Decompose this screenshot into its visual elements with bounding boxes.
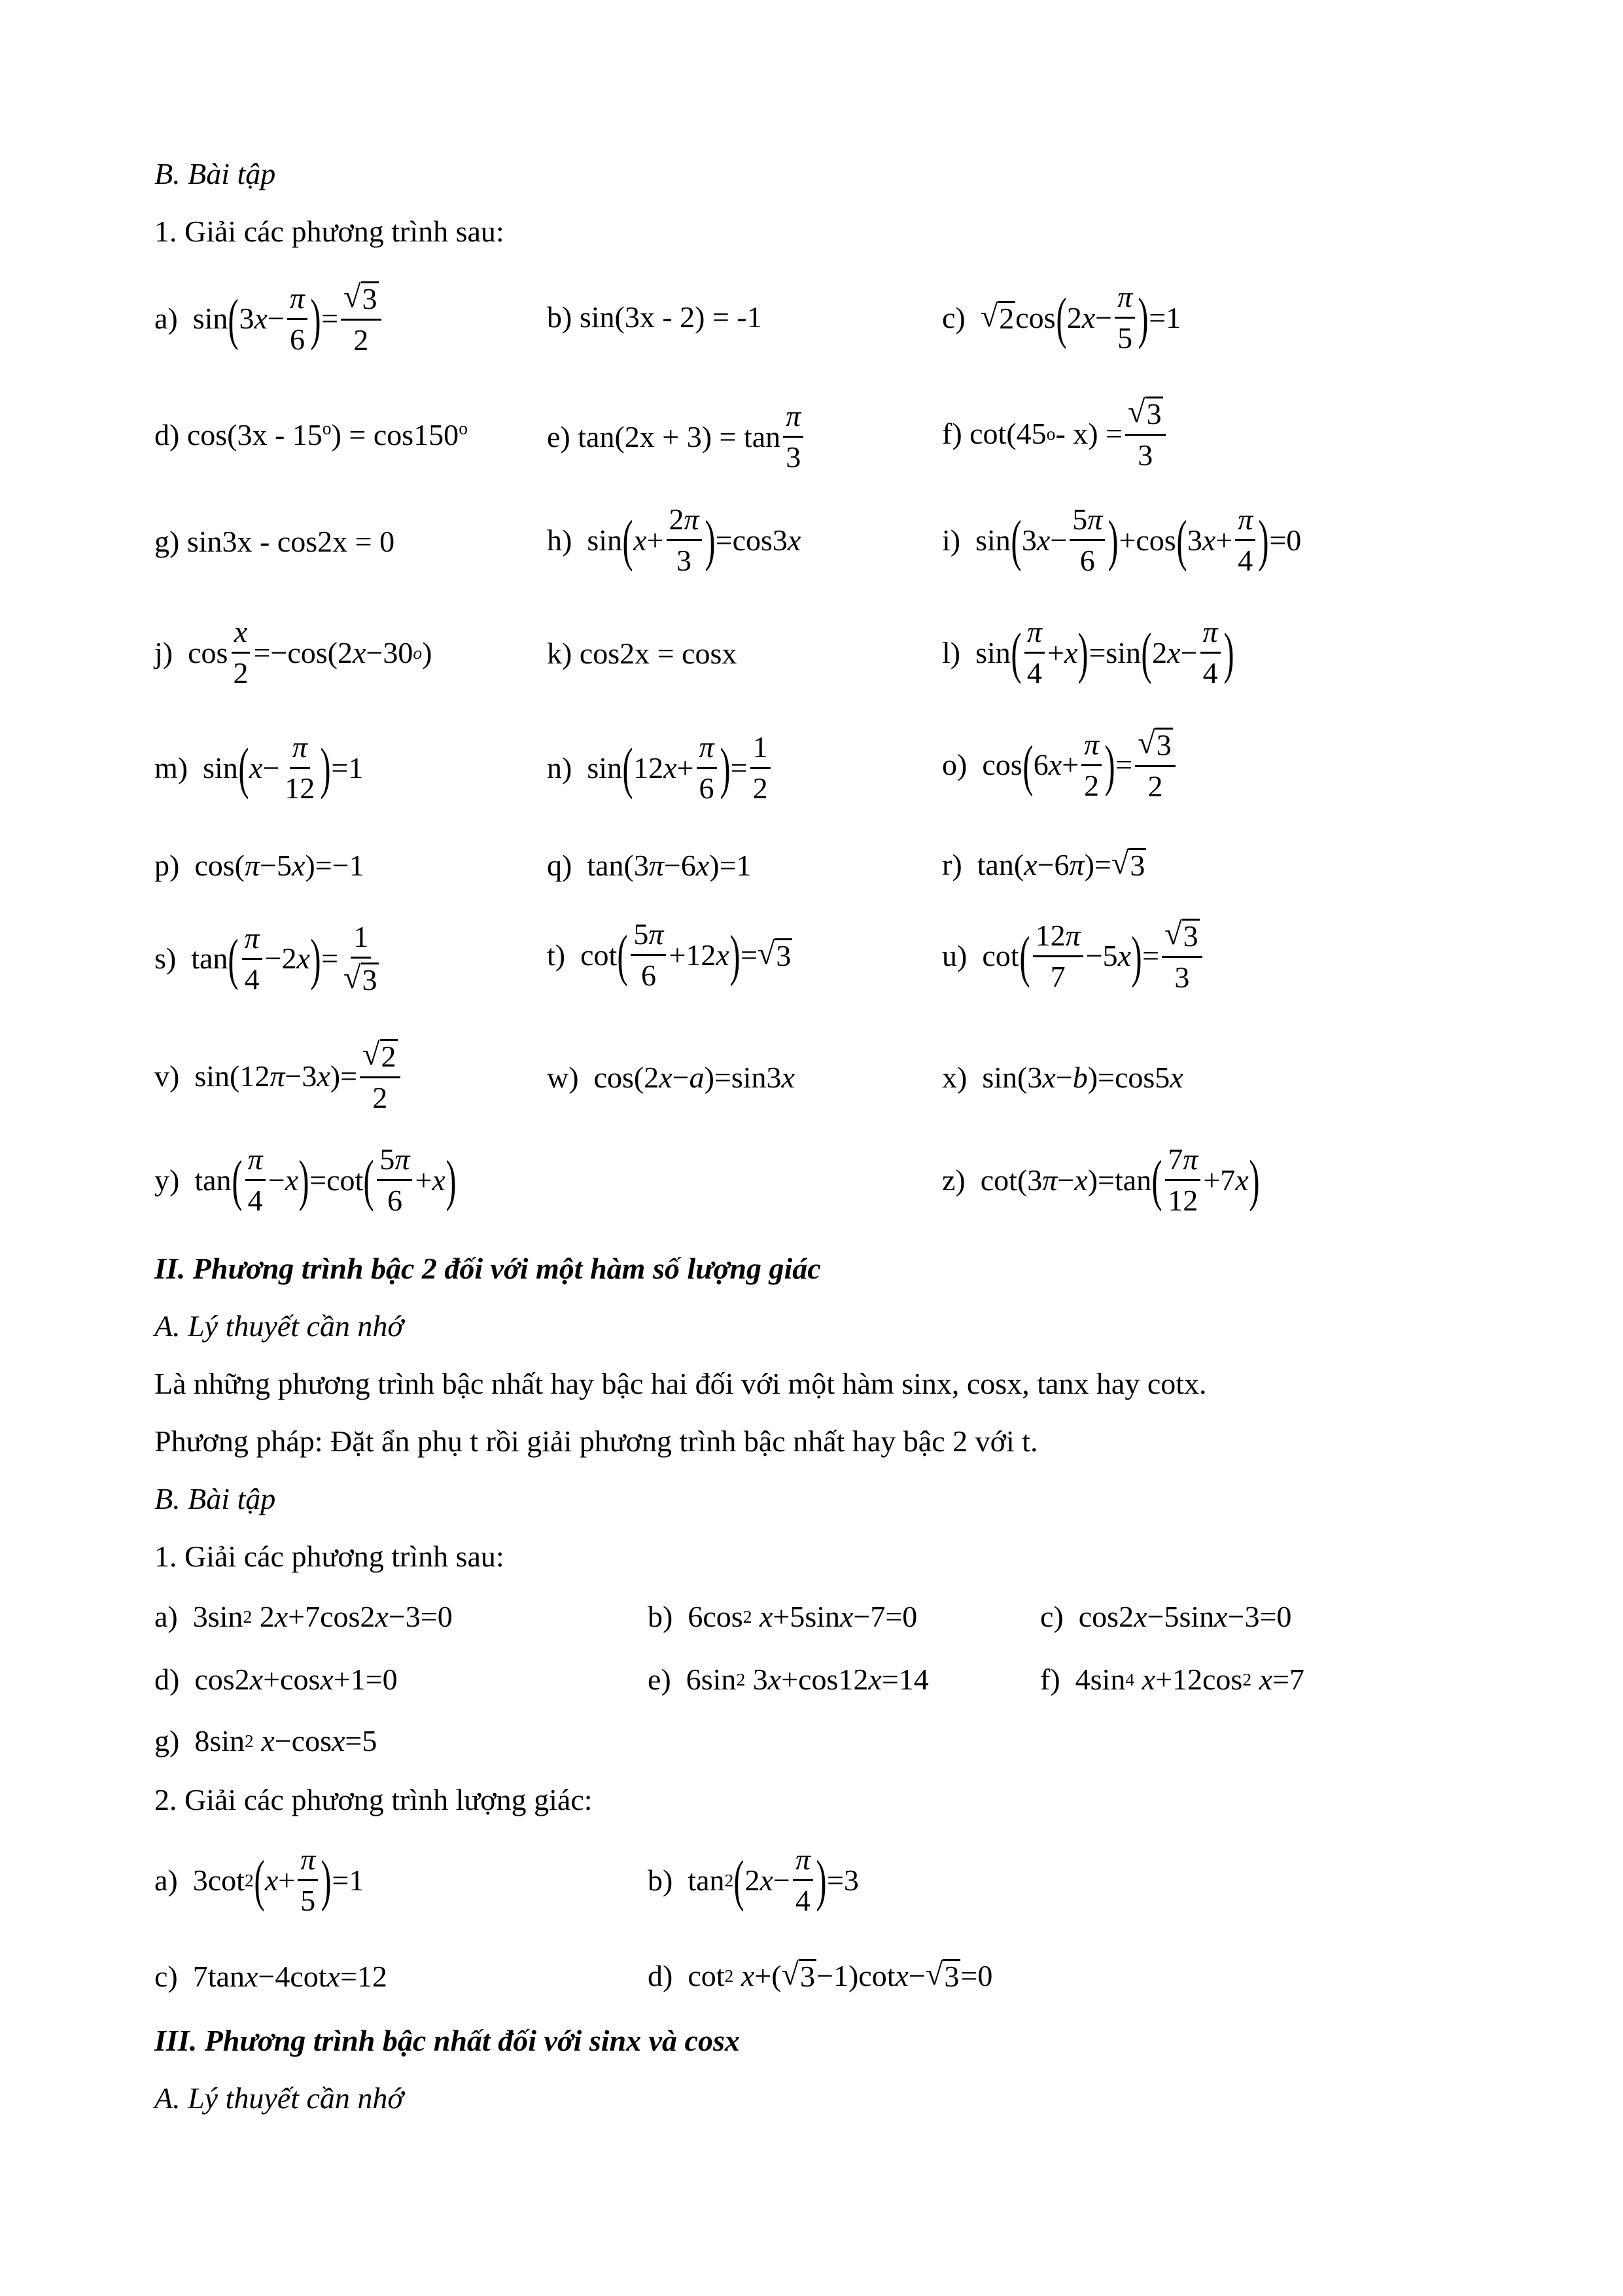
section-3-title: III. Phương trình bậc nhất đối với sinx và cosx: [154, 2024, 740, 2057]
exercise-z: z) cot(3 π − x )=tan ( $\frac{7\pi}{12}$ +7 x ): [942, 1142, 1260, 1218]
section-2-title: II. Phương trình bậc 2 đối với một hàm số lượng giác: [154, 1252, 821, 1285]
heading-b-1: B. Bài tập: [154, 157, 276, 190]
exercise-f: f) cot(45 o - x) = √ 3 3: [942, 397, 1168, 472]
task-1-title: 1. Giải các phương trình sau:: [154, 215, 504, 248]
exercise-2-2a: a) 3cot 2 ( x + $\frac{\pi}{5}$ ) =1: [154, 1843, 364, 1918]
exercise-2g: g) 8sin 2 x −cos x =5: [154, 1724, 377, 1757]
task-2-1-title: 1. Giải các phương trình sau:: [154, 1540, 504, 1573]
exercise-q: q) tan(3 π −6 x )=1: [547, 849, 752, 882]
exercise-h: h) sin ( x + $\frac{2\pi}{3}$ ) =cos3 x: [547, 503, 801, 578]
exercise-e: e) tan(2x + 3) = tan $\frac{\pi}{3}$: [547, 400, 806, 474]
exercise-m: m) sin ( x − $\frac{\pi}{12}$ ) =1: [154, 730, 364, 805]
exercise-2a: a) 3sin 2 2 x +7cos2 x −3=0: [154, 1600, 453, 1633]
exercise-2b: b) 6cos 2 x +5sin x −7=0: [648, 1600, 918, 1633]
section-3-theory: A. Lý thuyết cần nhớ: [154, 2081, 404, 2115]
exercise-d: d) $\cos(3x - 15^o) = \cos 150^o$: [154, 417, 468, 451]
exercise-l: l) sin ( $\frac{\pi}{4}$ + x ) =sin ( 2 x − $\frac{\pi}{4}$ ): [942, 615, 1234, 690]
exercise-2-2d: d) cot 2 x +( √ 3 −1)cot x − √ 3 =0: [648, 1957, 993, 1993]
exercise-b: b) sin(3x - 2) = -1: [547, 300, 762, 334]
exercise-x: x) sin(3 x − b )=cos5 x: [942, 1061, 1183, 1094]
section-2-theory: A. Lý thuyết cần nhớ: [154, 1309, 404, 1343]
section-2-paragraph-2: Phương pháp: Đặt ẩn phụ t rồi giải phương trình bậc nhất hay bậc 2 với t.: [154, 1424, 1038, 1458]
exercise-r: r) tan( x −6 π )= √ 3: [942, 846, 1145, 882]
exercise-a: a) sin ( 3 x − $\frac{\pi}{6}$ ) = √ 3 2: [154, 281, 384, 357]
exercise-y: y) tan ( $\frac{\pi}{4}$ − x ) =cot ( $\frac{5\pi}{6}$ + x ): [154, 1142, 457, 1218]
exercise-g: g) sin3x - cos2x = 0: [154, 525, 395, 558]
exercise-t: t) cot ( $\frac{5\pi}{6}$ +12 x ) = √ 3: [547, 917, 792, 993]
exercise-2c: c) cos2 x −5sin x −3=0: [1040, 1600, 1292, 1633]
exercise-k: k) cos2x = cosx: [547, 637, 737, 670]
exercise-j: j) cos $\frac{x}{2}$ =−cos(2 x −30 o ): [154, 615, 432, 690]
exercise-o: o) cos ( 6 x + $\frac{\pi}{2}$ ) = √ 3 2: [942, 728, 1178, 803]
exercise-c: c) √ 2 cos ( 2 x − $\frac{\pi}{5}$ ) =1: [942, 280, 1181, 355]
exercise-v: v) sin(12 π −3 x )= √ 2 2: [154, 1039, 403, 1114]
exercise-u: u) cot ( $\frac{12\pi}{7}$ −5 x ) = √ 3 3: [942, 919, 1205, 994]
exercise-w: w) cos(2 x − a )=sin3 x: [547, 1061, 795, 1094]
exercise-p: p) cos( π −5 x )=−1: [154, 849, 364, 882]
heading-b-2: B. Bài tập: [154, 1482, 276, 1515]
exercise-2-2b: b) tan 2 ( 2 x − $\frac{\pi}{4}$ ) =3: [648, 1843, 859, 1918]
exercise-2d: d) cos2 x +cos x +1=0: [154, 1663, 398, 1696]
section-2-paragraph-1: Là những phương trình bậc nhất hay bậc hai đối với một hàm sinx, cosx, tanx hay cotx.: [154, 1367, 1207, 1400]
exercise-2e: e) 6sin 2 3 x +cos12 x =14: [648, 1663, 929, 1696]
exercise-n: n) sin ( 12 x + $\frac{\pi}{6}$ ) = $\frac{1}{2}$: [547, 732, 773, 805]
exercise-2f: f) 4sin 4 x +12cos 2 x =7: [1040, 1663, 1304, 1696]
exercise-s: s) tan ( $\frac{\pi}{4}$ −2 x ) = 1 √ 3: [154, 920, 377, 997]
exercise-i: i) sin ( 3 x − $\frac{5\pi}{6}$ ) +cos ( 3 x + $\frac{\pi}{4}$ ) =0: [942, 503, 1302, 578]
exercise-2-2c: c) 7tan x −4cot x =12: [154, 1960, 387, 1993]
task-2-2-title: 2. Giải các phương trình lượng giác:: [154, 1783, 593, 1816]
